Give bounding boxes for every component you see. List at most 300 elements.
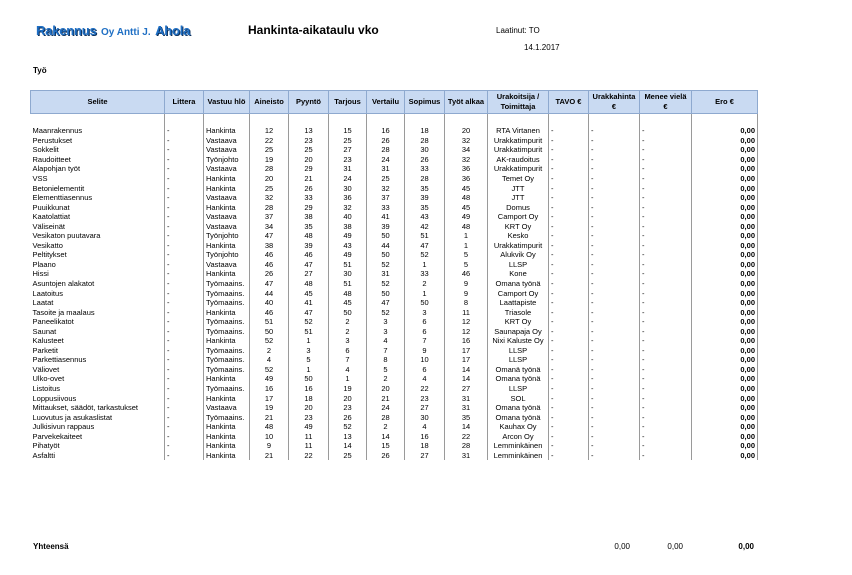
cell-aineisto: 25 [250, 145, 289, 155]
cell-tyot-alkaa: 27 [445, 384, 488, 394]
cell-vertailu: 24 [367, 155, 405, 165]
cell-vertailu: 31 [367, 164, 405, 174]
document-title: Hankinta-aikataulu vko [248, 23, 379, 37]
cell-urakoitsija: Camport Oy [488, 288, 549, 298]
cell-tarjous: 45 [329, 298, 367, 308]
cell-sopimus: 43 [405, 212, 445, 222]
cell-ero: 0,00 [692, 260, 758, 270]
cell-tyot-alkaa: 35 [445, 412, 488, 422]
table-row [31, 432, 758, 442]
cell-aineisto: 4 [250, 355, 289, 365]
cell-ero: 0,00 [692, 441, 758, 451]
cell-littera: - [165, 441, 204, 451]
cell-urakoitsija: JTT [488, 193, 549, 203]
document-date: 14.1.2017 [524, 43, 560, 52]
cell-ero: 0,00 [692, 393, 758, 403]
column-header-sopimus: Sopimus [405, 91, 445, 114]
cell-urakkahinta: - [589, 155, 640, 165]
cell-littera: - [165, 126, 204, 136]
cell-aineisto: 12 [250, 126, 289, 136]
cell-littera: - [165, 346, 204, 356]
table-row [31, 326, 758, 336]
cell-selite: Kalusteet [32, 336, 64, 346]
cell-tavo: - [549, 136, 589, 146]
cell-sopimus: 30 [405, 412, 445, 422]
cell-sopimus: 6 [405, 317, 445, 327]
cell-pyynto: 11 [289, 441, 329, 451]
cell-tavo: - [549, 326, 589, 336]
cell-tavo: - [549, 145, 589, 155]
cell-urakoitsija: Omanä työnä [488, 365, 549, 375]
cell-tavo: - [549, 260, 589, 270]
section-label: Työ [33, 66, 47, 75]
table-row [31, 279, 758, 289]
cell-urakoitsija: LLSP [488, 260, 549, 270]
cell-tyot-alkaa: 49 [445, 212, 488, 222]
cell-urakkahinta: - [589, 288, 640, 298]
cell-ero: 0,00 [692, 298, 758, 308]
cell-sopimus: 33 [405, 164, 445, 174]
cell-menee-viela: - [640, 365, 692, 375]
column-header-littera: Littera [165, 91, 204, 114]
cell-urakoitsija: Laattapiste [488, 298, 549, 308]
cell-urakoitsija: Alukvik Oy [488, 250, 549, 260]
cell-tavo: - [549, 164, 589, 174]
cell-aineisto: 48 [250, 422, 289, 432]
cell-urakoitsija: Lemminkäinen [488, 441, 549, 451]
cell-urakoitsija: SOL [488, 393, 549, 403]
cell-tavo: - [549, 231, 589, 241]
table-row [31, 241, 758, 251]
cell-urakkahinta: - [589, 193, 640, 203]
cell-ero: 0,00 [692, 336, 758, 346]
cell-vertailu: 47 [367, 298, 405, 308]
cell-tavo: - [549, 212, 589, 222]
cell-littera: - [165, 260, 204, 270]
cell-tyot-alkaa: 9 [445, 288, 488, 298]
cell-menee-viela: - [640, 174, 692, 184]
table-row [31, 164, 758, 174]
cell-tavo: - [549, 250, 589, 260]
cell-tyot-alkaa: 5 [445, 260, 488, 270]
cell-vertailu: 24 [367, 403, 405, 413]
cell-ero: 0,00 [692, 269, 758, 279]
table-row [31, 136, 758, 146]
cell-littera: - [165, 164, 204, 174]
cell-littera: - [165, 422, 204, 432]
cell-urakoitsija: Arcon Oy [488, 432, 549, 442]
cell-selite: Laatoitus [32, 288, 63, 298]
cell-selite: Pihatyöt [32, 441, 60, 451]
cell-menee-viela: - [640, 432, 692, 442]
header-row [31, 91, 758, 114]
table-row [31, 374, 758, 384]
cell-tavo: - [549, 346, 589, 356]
cell-tyot-alkaa: 9 [445, 279, 488, 289]
cell-urakkahinta: - [589, 212, 640, 222]
cell-urakoitsija: RTA Virtanen [488, 126, 549, 136]
column-header-vertailu: Vertailu [367, 91, 405, 114]
cell-tarjous: 1 [329, 374, 367, 384]
cell-ero: 0,00 [692, 250, 758, 260]
cell-urakoitsija: Kesko [488, 231, 549, 241]
cell-littera: - [165, 307, 204, 317]
cell-vertailu: 2 [367, 374, 405, 384]
cell-pyynto: 1 [289, 336, 329, 346]
cell-urakkahinta: - [589, 174, 640, 184]
cell-tyot-alkaa: 20 [445, 126, 488, 136]
table-row [31, 336, 758, 346]
cell-vertailu: 39 [367, 221, 405, 231]
cell-tyot-alkaa: 11 [445, 307, 488, 317]
table-row [31, 250, 758, 260]
cell-tavo: - [549, 317, 589, 327]
cell-vastuu: Hankinta [204, 241, 250, 251]
cell-tyot-alkaa: 31 [445, 403, 488, 413]
column-header-tarjous: Tarjous [329, 91, 367, 114]
cell-littera: - [165, 326, 204, 336]
cell-urakkahinta: - [589, 441, 640, 451]
cell-littera: - [165, 231, 204, 241]
cell-selite: Vesikatto [32, 240, 63, 250]
cell-urakoitsija: Nixi Kaluste Oy [488, 336, 549, 346]
cell-littera: - [165, 279, 204, 289]
cell-littera: - [165, 183, 204, 193]
cell-pyynto: 49 [289, 422, 329, 432]
cell-aineisto: 47 [250, 231, 289, 241]
cell-menee-viela: - [640, 412, 692, 422]
cell-selite: Peltitykset [32, 250, 67, 260]
cell-ero: 0,00 [692, 136, 758, 146]
cell-urakoitsija: KRT Oy [488, 221, 549, 231]
cell-urakoitsija: Urakkatimpurit [488, 145, 549, 155]
totals-urakkahinta: 0,00 [667, 542, 683, 551]
cell-pyynto: 35 [289, 221, 329, 231]
cell-aineisto: 34 [250, 221, 289, 231]
cell-sopimus: 52 [405, 250, 445, 260]
cell-aineisto: 52 [250, 336, 289, 346]
cell-ero: 0,00 [692, 317, 758, 327]
cell-pyynto: 46 [289, 250, 329, 260]
cell-ero: 0,00 [692, 155, 758, 165]
cell-pyynto: 16 [289, 384, 329, 394]
cell-selite: Paneelikatot [32, 317, 74, 327]
cell-vastuu: Vastaava [204, 403, 250, 413]
cell-tyot-alkaa: 48 [445, 221, 488, 231]
cell-tarjous: 25 [329, 451, 367, 461]
table-row [31, 212, 758, 222]
cell-ero: 0,00 [692, 451, 758, 461]
cell-tarjous: 23 [329, 403, 367, 413]
cell-sopimus: 28 [405, 174, 445, 184]
cell-urakkahinta: - [589, 432, 640, 442]
table-row [31, 298, 758, 308]
cell-urakkahinta: - [589, 451, 640, 461]
cell-selite: Loppusiivous [32, 393, 77, 403]
cell-vastuu: Vastaava [204, 221, 250, 231]
cell-urakkahinta: - [589, 136, 640, 146]
cell-aineisto: 37 [250, 212, 289, 222]
cell-tyot-alkaa: 28 [445, 441, 488, 451]
cell-tavo: - [549, 441, 589, 451]
cell-pyynto: 21 [289, 174, 329, 184]
cell-pyynto: 13 [289, 126, 329, 136]
cell-vertailu: 26 [367, 136, 405, 146]
cell-selite: Parketit [32, 345, 58, 355]
cell-aineisto: 49 [250, 374, 289, 384]
cell-vertailu: 2 [367, 422, 405, 432]
cell-tyot-alkaa: 5 [445, 250, 488, 260]
cell-pyynto: 27 [289, 269, 329, 279]
cell-ero: 0,00 [692, 126, 758, 136]
cell-ero: 0,00 [692, 326, 758, 336]
table-row [31, 155, 758, 165]
cell-littera: - [165, 193, 204, 203]
cell-sopimus: 9 [405, 346, 445, 356]
cell-tarjous: 15 [329, 126, 367, 136]
cell-tavo: - [549, 193, 589, 203]
cell-littera: - [165, 269, 204, 279]
cell-selite: Saunat [32, 326, 57, 336]
cell-ero: 0,00 [692, 183, 758, 193]
cell-tyot-alkaa: 48 [445, 193, 488, 203]
cell-ero: 0,00 [692, 346, 758, 356]
cell-aineisto: 32 [250, 193, 289, 203]
cell-selite: Väliovet [32, 364, 60, 374]
cell-vertailu: 28 [367, 145, 405, 155]
table-row [31, 317, 758, 327]
cell-tarjous: 20 [329, 393, 367, 403]
cell-vertailu: 20 [367, 384, 405, 394]
cell-urakkahinta: - [589, 183, 640, 193]
cell-urakkahinta: - [589, 326, 640, 336]
cell-ero: 0,00 [692, 412, 758, 422]
cell-tarjous: 31 [329, 164, 367, 174]
cell-aineisto: 10 [250, 432, 289, 442]
spacer-row [31, 114, 758, 127]
cell-urakkahinta: - [589, 355, 640, 365]
cell-pyynto: 48 [289, 279, 329, 289]
cell-vertailu: 7 [367, 346, 405, 356]
totals-label: Yhteensä [33, 542, 69, 551]
cell-selite: Maanrakennus [32, 126, 83, 136]
cell-vertailu: 50 [367, 231, 405, 241]
cell-menee-viela: - [640, 250, 692, 260]
cell-littera: - [165, 412, 204, 422]
cell-vastuu: Työmaains. [204, 326, 250, 336]
cell-selite: Mittaukset, säädöt, tarkastukset [32, 403, 138, 413]
cell-aineisto: 51 [250, 317, 289, 327]
cell-aineisto: 28 [250, 164, 289, 174]
cell-tavo: - [549, 126, 589, 136]
cell-tavo: - [549, 241, 589, 251]
table-row [31, 260, 758, 270]
cell-sopimus: 18 [405, 126, 445, 136]
cell-aineisto: 46 [250, 260, 289, 270]
cell-vastuu: Vastaava [204, 260, 250, 270]
cell-ero: 0,00 [692, 221, 758, 231]
cell-sopimus: 30 [405, 145, 445, 155]
cell-selite: Listoitus [32, 384, 61, 394]
cell-vastuu: Vastaava [204, 193, 250, 203]
cell-pyynto: 48 [289, 231, 329, 241]
cell-aineisto: 9 [250, 441, 289, 451]
cell-urakkahinta: - [589, 403, 640, 413]
cell-pyynto: 45 [289, 288, 329, 298]
cell-tavo: - [549, 174, 589, 184]
cell-littera: - [165, 136, 204, 146]
cell-sopimus: 27 [405, 451, 445, 461]
totals-tavo: 0,00 [614, 542, 630, 551]
cell-ero: 0,00 [692, 145, 758, 155]
cell-pyynto: 26 [289, 183, 329, 193]
cell-vertailu: 26 [367, 451, 405, 461]
cell-vastuu: Työnjohto [204, 250, 250, 260]
cell-urakoitsija: Lemminkäinen [488, 451, 549, 461]
column-header-selite: Selite [31, 91, 165, 114]
logo-word-rakennus: Rakennus [36, 23, 97, 38]
column-header-urakkahinta: Urakkahinta € [589, 91, 640, 114]
cell-aineisto: 46 [250, 250, 289, 260]
cell-pyynto: 41 [289, 298, 329, 308]
cell-urakkahinta: - [589, 126, 640, 136]
column-header-tavo: TAVO € [549, 91, 589, 114]
cell-sopimus: 26 [405, 155, 445, 165]
cell-tyot-alkaa: 8 [445, 298, 488, 308]
cell-tavo: - [549, 183, 589, 193]
cell-ero: 0,00 [692, 193, 758, 203]
cell-tavo: - [549, 374, 589, 384]
cell-menee-viela: - [640, 317, 692, 327]
cell-tarjous: 50 [329, 307, 367, 317]
cell-tavo: - [549, 451, 589, 461]
cell-vertailu: 41 [367, 212, 405, 222]
cell-menee-viela: - [640, 307, 692, 317]
cell-tarjous: 27 [329, 145, 367, 155]
cell-aineisto: 17 [250, 393, 289, 403]
cell-vastuu: Työnjohto [204, 155, 250, 165]
table-row [31, 365, 758, 375]
cell-tarjous: 13 [329, 432, 367, 442]
cell-urakkahinta: - [589, 422, 640, 432]
cell-urakkahinta: - [589, 346, 640, 356]
cell-vertailu: 16 [367, 126, 405, 136]
cell-menee-viela: - [640, 279, 692, 289]
cell-sopimus: 6 [405, 365, 445, 375]
cell-tavo: - [549, 288, 589, 298]
cell-menee-viela: - [640, 221, 692, 231]
cell-vastuu: Työmaains. [204, 384, 250, 394]
cell-tavo: - [549, 393, 589, 403]
table-row [31, 422, 758, 432]
cell-pyynto: 1 [289, 365, 329, 375]
cell-vastuu: Työmaains. [204, 346, 250, 356]
cell-littera: - [165, 432, 204, 442]
cell-selite: Perustukset [32, 135, 73, 145]
cell-menee-viela: - [640, 374, 692, 384]
cell-tyot-alkaa: 17 [445, 355, 488, 365]
cell-pyynto: 23 [289, 136, 329, 146]
cell-urakoitsija: JTT [488, 183, 549, 193]
cell-tarjous: 49 [329, 231, 367, 241]
cell-tavo: - [549, 298, 589, 308]
table-row [31, 451, 758, 461]
cell-menee-viela: - [640, 241, 692, 251]
column-header-aineisto: Aineisto [250, 91, 289, 114]
cell-urakkahinta: - [589, 365, 640, 375]
cell-urakoitsija: LLSP [488, 355, 549, 365]
cell-vastuu: Vastaava [204, 164, 250, 174]
cell-vertailu: 31 [367, 269, 405, 279]
cell-tarjous: 36 [329, 193, 367, 203]
cell-tarjous: 2 [329, 317, 367, 327]
cell-aineisto: 25 [250, 183, 289, 193]
cell-littera: - [165, 451, 204, 461]
table-row [31, 193, 758, 203]
cell-ero: 0,00 [692, 403, 758, 413]
cell-littera: - [165, 202, 204, 212]
cell-sopimus: 18 [405, 441, 445, 451]
cell-urakoitsija: Omana työnä [488, 412, 549, 422]
cell-tyot-alkaa: 45 [445, 183, 488, 193]
cell-ero: 0,00 [692, 231, 758, 241]
cell-aineisto: 19 [250, 155, 289, 165]
cell-littera: - [165, 250, 204, 260]
cell-selite: Kaatolattiat [32, 212, 71, 222]
cell-pyynto: 18 [289, 393, 329, 403]
cell-tarjous: 7 [329, 355, 367, 365]
cell-vertailu: 52 [367, 279, 405, 289]
cell-vastuu: Hankinta [204, 393, 250, 403]
cell-menee-viela: - [640, 126, 692, 136]
cell-vertailu: 50 [367, 288, 405, 298]
cell-sopimus: 1 [405, 260, 445, 270]
cell-selite: VSS [32, 174, 48, 183]
cell-tavo: - [549, 355, 589, 365]
cell-tarjous: 24 [329, 174, 367, 184]
cell-urakkahinta: - [589, 250, 640, 260]
cell-sopimus: 4 [405, 374, 445, 384]
column-header-vastuu: Vastuu hlö [204, 91, 250, 114]
cell-urakoitsija: Omana työnä [488, 374, 549, 384]
cell-sopimus: 4 [405, 422, 445, 432]
cell-vertailu: 21 [367, 393, 405, 403]
cell-tarjous: 6 [329, 346, 367, 356]
cell-littera: - [165, 155, 204, 165]
cell-tavo: - [549, 365, 589, 375]
cell-tyot-alkaa: 1 [445, 231, 488, 241]
cell-tarjous: 25 [329, 136, 367, 146]
cell-menee-viela: - [640, 384, 692, 394]
cell-selite: Raudoitteet [32, 154, 71, 164]
column-header-tyot-alkaa: Työt alkaa [445, 91, 488, 114]
cell-tarjous: 43 [329, 241, 367, 251]
cell-pyynto: 52 [289, 317, 329, 327]
cell-tyot-alkaa: 32 [445, 155, 488, 165]
table-row [31, 384, 758, 394]
cell-ero: 0,00 [692, 164, 758, 174]
table-row [31, 393, 758, 403]
cell-aineisto: 21 [250, 412, 289, 422]
cell-tarjous: 2 [329, 326, 367, 336]
cell-menee-viela: - [640, 136, 692, 146]
cell-ero: 0,00 [692, 307, 758, 317]
cell-urakkahinta: - [589, 336, 640, 346]
table-row [31, 269, 758, 279]
cell-sopimus: 35 [405, 202, 445, 212]
totals-ero: 0,00 [738, 542, 754, 551]
cell-pyynto: 25 [289, 145, 329, 155]
